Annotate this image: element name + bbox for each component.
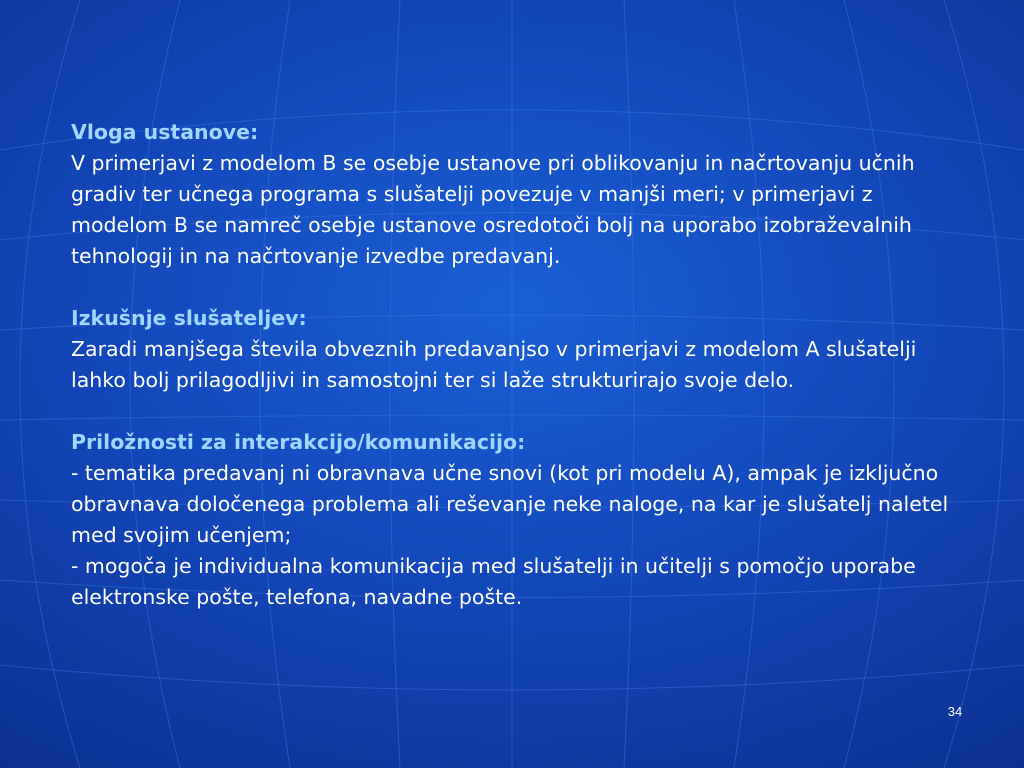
section-text: Zaradi manjšega števila obveznih predavanjso v primerjavi z modelom A slušatelji lahko bolj prilagodljivi in samostojni ter si laže strukturirajo svoje delo. <box>71 337 917 392</box>
bullet-item: - mogoča je individualna komunikacija med slušatelji in učitelji s pomočjo uporabe elektronske pošte, telefona, navadne pošte. <box>71 554 916 609</box>
section-text: V primerjavi z modelom B se osebje ustanove pri oblikovanju in načrtovanju učnih gradiv ter učnega programa s slušatelji povezuje v manjši meri; v primerjavi z modelom B se namreč osebje ustanove osredotoči bolj na uporabo izobraževalnih tehnologij in na načrtovanje izvedbe predavanj. <box>71 151 915 268</box>
section-institution-role <box>71 117 971 272</box>
section-heading: Vloga ustanove: <box>71 120 259 144</box>
section-student-experience <box>71 303 971 396</box>
slide-content <box>71 117 971 644</box>
bullet-item: - tematika predavanj ni obravnava učne snovi (kot pri modelu A), ampak je izključno obravnava določenega problema ali reševanje neke naloge, na kar je slušatelj naletel med svojim učenjem; <box>71 461 949 547</box>
page-number: 34 <box>947 704 963 719</box>
section-heading: Priložnosti za interakcijo/komunikacijo: <box>71 430 526 454</box>
section-interaction-opportunities <box>71 427 971 613</box>
section-heading: Izkušnje slušateljev: <box>71 306 307 330</box>
